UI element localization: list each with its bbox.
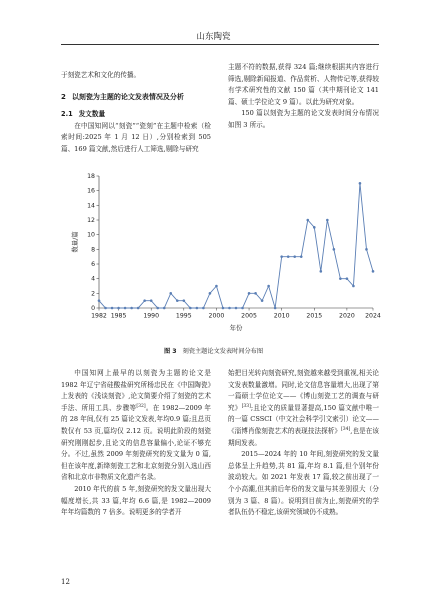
paragraph: 2015—2024 年的 10 年间,刻瓷研究的发文量总体呈上升趋势,共 81 篇,年均 8.1 篇,但个别年份波动较大。如 2021 年发表 17 篇,较之前出现了一个小高潮,但其前后年份的发文量与其差别很大（分别为 3 篇、8 篇）。说明到目前为止,刻瓷研究的学者队伍仍不稳定,该研究领域仍不成熟。 — [228, 450, 379, 517]
y-tick-label: 10 — [87, 231, 95, 239]
y-tick-label: 16 — [87, 187, 95, 195]
x-tick-label: 2024 — [365, 312, 381, 320]
paragraph — [61, 368, 211, 484]
data-point — [320, 270, 323, 273]
data-point — [313, 226, 316, 229]
paragraph: 于刻瓷艺术和文化的传播。 — [61, 71, 141, 79]
paragraph: 2010 年代的前 5 年,刻瓷研究的发文量出现大幅度增长,共 33 篇,年均 6.6 篇,是 1982—2009 年年均篇数的 7 倍多。说明更多的学者开 — [61, 484, 211, 517]
x-tick-label: 2015 — [306, 312, 323, 320]
line-chart — [55, 168, 385, 343]
citation-ref: [32] — [136, 403, 146, 409]
data-point — [143, 299, 146, 302]
data-point — [280, 255, 283, 258]
data-point — [196, 307, 199, 310]
data-point — [222, 307, 225, 310]
x-tick-label: 1982 — [91, 312, 107, 320]
data-point — [306, 219, 309, 222]
section-number: 2 — [61, 92, 66, 101]
data-point — [339, 277, 342, 280]
data-point — [169, 292, 172, 295]
figure-caption — [0, 346, 427, 355]
subsection-number: 2.1 — [61, 110, 73, 119]
data-point — [189, 307, 192, 310]
data-point — [202, 307, 205, 310]
data-point — [98, 299, 101, 302]
paragraph-text: 。在 1982—2009 年的 28 年间,仅有 25 篇论文发表,年均0.9 篇;且总页数仅有 53 页,篇均仅 2.12 页。说明此阶段的刻瓷研究刚刚起步,且论文的信息容量偏小,论证不够充分。不过,虽然 2009 年刻瓷研究的发文量为 0 篇,但在该年度,新绛刻瓷工艺和北京刻瓷分别入选山西省和北京市非物质文化遗产名录。 — [61, 403, 211, 482]
citation-ref: [34] — [341, 426, 351, 432]
y-tick-label: 8 — [91, 246, 95, 254]
figure-label: 图 3 — [163, 348, 177, 355]
data-point — [267, 285, 270, 288]
data-point — [287, 255, 290, 258]
data-point — [254, 292, 257, 295]
section-title: 以刻瓷为主题的论文发表情况及分析 — [71, 92, 184, 101]
x-tick-label: 2000 — [208, 312, 225, 320]
data-point — [235, 307, 238, 310]
data-point — [176, 299, 179, 302]
data-point — [228, 307, 231, 310]
data-point — [248, 292, 251, 295]
paragraph-text: ;且论文的质量显著提高,150 篇文献中唯一的一篇 CSSCI（中文社会科学引文索引）论文——《淄博肖像刻瓷艺术的表现技法探析》 — [228, 403, 380, 435]
left-column-bottom — [61, 368, 211, 519]
series-line — [99, 183, 373, 308]
subsection-heading — [61, 109, 211, 121]
x-tick-label: 2020 — [339, 312, 355, 320]
data-point — [163, 307, 166, 310]
y-tick-label: 4 — [91, 275, 95, 283]
paragraph: 在中国知网以“刻瓷”“瓷刻”在主题中检索（检索时间:2025 年 1 月 12 日）,分别检索到 505 篇、169 篇文献,然后进行人工筛选,剔除与研究 — [61, 121, 211, 153]
x-tick-label: 2010 — [273, 312, 290, 320]
subsection-title: 发文数量 — [78, 110, 106, 119]
data-point — [156, 307, 159, 310]
y-tick-label: 12 — [87, 217, 95, 224]
data-point — [104, 307, 107, 310]
data-point — [130, 307, 133, 310]
x-tick-label: 1990 — [143, 312, 160, 320]
data-point — [346, 277, 349, 280]
x-tick-label: 1985 — [110, 312, 127, 320]
data-point — [359, 182, 362, 185]
data-point — [241, 307, 244, 310]
data-point — [124, 307, 127, 310]
y-tick-label: 18 — [87, 173, 95, 180]
citation-ref: [33] — [241, 403, 251, 409]
data-point — [150, 299, 153, 302]
data-point — [333, 248, 336, 251]
data-point — [372, 270, 375, 273]
page-header-title: 山东陶瓷 — [196, 32, 231, 42]
paragraph-text: 始把目光转向刻瓷研究,刻瓷越来越受到重视,相关论文发表数量激增。同时,论文信息容量增大,出现了第一篇硕士学位论文——《博山刻瓷工艺的调查与研究》 — [228, 369, 379, 412]
x-tick-label: 2005 — [241, 312, 257, 320]
section-heading — [61, 92, 211, 104]
data-point — [261, 299, 264, 302]
y-axis-label: 数量/篇 — [71, 231, 79, 253]
data-point — [300, 255, 303, 258]
data-point — [117, 307, 120, 310]
data-point — [137, 307, 140, 310]
y-tick-label: 14 — [87, 202, 95, 210]
data-point — [215, 285, 218, 288]
y-tick-label: 0 — [91, 305, 95, 312]
paragraph-text: 中国知网上最早的以刻瓷为主题的论文是 1982 年辽宁省硅酸盐研究所杨忠民在《中国陶瓷》上发表的《浅谈刻瓷》,论文简要介绍了刻瓷的艺术手法、所用工具、步骤等 — [61, 369, 211, 412]
figure-caption-text: 刻瓷主题论文发表时间分布图 — [182, 348, 264, 355]
data-point — [326, 219, 329, 222]
data-point — [111, 307, 114, 310]
data-point — [274, 307, 277, 310]
paragraph — [228, 368, 379, 449]
data-point — [352, 285, 355, 288]
right-column-top — [228, 62, 379, 132]
paragraph: 150 篇以刻瓷为主题的论文发表时间分布情况如图 3 所示。 — [228, 109, 379, 129]
data-point — [293, 255, 296, 258]
y-tick-label: 6 — [91, 261, 95, 268]
paragraph: 主题不符的数据,获得 324 篇;继续根据其内容进行筛选,剔除新闻报道、作品赏析、人物传记等,获得较有学术研究性的文献 150 篇（其中期刊论文 141 篇、硕士学位论文 9 篇）。以此为研究对象。 — [228, 63, 379, 106]
header-rule — [61, 44, 379, 45]
page-number: 12 — [61, 578, 70, 586]
x-axis-label: 年份 — [229, 324, 243, 332]
data-point — [209, 292, 212, 295]
figure-chart — [55, 168, 385, 343]
x-tick-label: 1995 — [175, 312, 192, 320]
right-column-bottom — [228, 368, 379, 519]
left-column-top — [61, 70, 211, 156]
y-tick-label: 2 — [91, 290, 95, 298]
data-point — [365, 248, 368, 251]
data-point — [183, 299, 186, 302]
paragraph-text: ,也是在该期间发表。 — [228, 426, 379, 447]
